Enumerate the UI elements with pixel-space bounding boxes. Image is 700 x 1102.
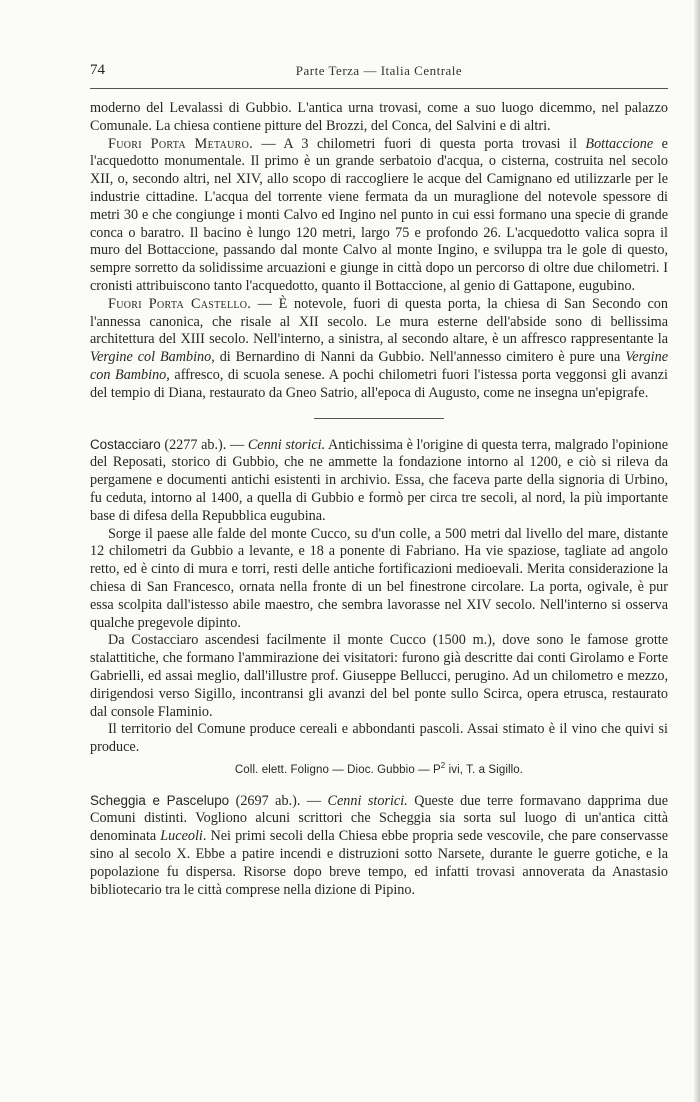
- scheggia-paragraph-1: [90, 792, 668, 900]
- text-run: Coll. elett. Foligno — Dioc. Gubbio — P: [234, 763, 441, 776]
- entry-title-costacciaro: Costacciaro: [90, 436, 161, 452]
- text-run: ivi, T. a Sigillo.: [445, 763, 524, 776]
- text-run: , di Bernardino di Nanni da Gubbio. Nell'annesso cimitero è pure una: [211, 349, 626, 366]
- section-separator: [314, 418, 444, 419]
- section-cenni-storici: Cenni storici.: [247, 436, 326, 453]
- section-cenni-storici: Cenni storici.: [327, 792, 408, 809]
- italic-vergine-con-bambino: Vergine con Bambino: [90, 349, 668, 383]
- text-run: e l'acquedotto monumentale. Il primo è un grande serbatoio d'acqua, o cisterna, costruita nel secolo XII, o, secondo altri, nel XIV, allo scopo di raccogliere le acque del Camignano ed utilizzarle per le industrie cittadine. L'acqua del torrente viene fermata da un muraglione del notevole spessore di metri 30 e che congiunge i monti Calvo ed Ingino nel punto in cui essi formano una specie di grande conca o baratro. Il bacino è lungo 120 metri, largo 75 e profondo 26. L'acquedotto valica sopra il muro del Bottaccione, passando dal monte Calvo al monte Ingino, e sviluppa tra le gole di questo, sempre sorretto da solidissime arcuazioni e giunge in città dopo un percorso di oltre due chilometri. I cronisti attribuiscono tanto l'acquedotto, quanto il Bottaccione, al genio di Gattapone, eugubino.: [90, 135, 668, 294]
- costacciaro-admin-line: [90, 757, 668, 780]
- italic-bottaccione: Bottaccione: [585, 135, 654, 152]
- population: (2277 ab.). —: [160, 436, 248, 453]
- page-body: [90, 100, 668, 899]
- superscript: 2: [440, 760, 446, 770]
- italic-luceoli: Luceoli: [160, 828, 203, 845]
- costacciaro-paragraph-2: Sorge il paese alle falde del monte Cucco, su d'un colle, a 500 metri dal livello del mare, distante 12 chilometri da Gubbio a levante, e 18 a ponente di Fabriano. Ha vie spaziose, tagliate ad angolo retto, ed è cinto di mura e torri, resti delle antiche fortificazioni medioevali. Merita considerazione la chiesa di San Francesco, ornata nella fronte di un bel finestrone circolare. La porta, ogivale, è pur essa scolpita dall'istesso abile maestro, che sembra lavorasse nel XIV secolo. Nell'interno si osserva qualche pregevole dipinto.: [90, 525, 668, 631]
- text-run: — A 3 chilometri fuori di questa porta trovasi il: [252, 135, 586, 152]
- text-run: Antichissima è l'origine di questa terra, malgrado l'opinione del Reposati, storico di Gubbio, che ne ammette la fondazione intorno al 1200, e ciò si rileva da pergamene e documenti antichi esistenti in archivio. Essa, che faceva parte della signoria di Urbino, fu ceduta, intorno al 1400, a quella di Gubbio e formò per circa tre secoli, al nord, la più importante base di difesa della Repubblica eugubina.: [90, 436, 668, 524]
- italic-vergine-col-bambino: Vergine col Bambino: [90, 349, 212, 366]
- gubbio-paragraph-castello: [90, 296, 668, 403]
- heading-porta-metauro: Fuori Porta Metauro.: [108, 135, 253, 152]
- entry-title-scheggia: Scheggia e Pascelupo: [90, 792, 230, 808]
- page-edge-shadow: [694, 0, 700, 1102]
- gubbio-paragraph-metauro: [90, 136, 668, 296]
- text-run: . Nei primi secoli della Chiesa ebbe propria sede vescovile, che pare conservasse sino al secolo X. Ebbe a patire incendi e distruzioni sotto Narsete, durante le guerre gotiche, e la popolazione fu dispersa. Risorse dopo breve tempo, ed infatti trovasi annoverata da Anastasio bibliotecario tra le città comprese nella dizione di Pipino.: [90, 828, 669, 898]
- text-run: Queste due terre formavano dapprima due Comuni distinti. Vogliono alcuni scrittori che Scheggia sia sorta sul luogo di un'antica città denominata: [90, 792, 668, 845]
- page-number: 74: [90, 62, 105, 78]
- spacer: [90, 780, 668, 792]
- costacciaro-paragraph-3: Da Costacciaro ascendesi facilmente il monte Cucco (1500 m.), dove sono le famose grotte stalattitiche, che formano l'ammirazione dei visitatori: furono già descritte dai conti Girolamo e Forte Gabrielli, ed assai meglio, dall'illustre prof. Giuseppe Bellucci, perugino. Ad un chilometro e mezzo, dirigendosi verso Sigillo, incontransi gli avanzi del bel ponte sullo Scirca, opera etrusca, restaurato dal console Flaminio.: [90, 632, 668, 720]
- population: (2697 ab.). —: [229, 792, 328, 809]
- text-run: , affresco, di scuola senese. A pochi chilometri fuori l'istessa porta veggonsi gli avanzi del tempio di Diana, restaurato da Gneo Satrio, all'epoca di Augusto, come ne insegna un'epigrafe.: [90, 366, 668, 401]
- text-run: — È notevole, fuori di questa porta, la chiesa di San Secondo con l'annessa canonica, che risale al XII secolo. Le mura esterne dell'abside sono di bellissima architettura del XIII secolo. Nell'interno, a sinistra, al secondo altare, è un affresco rappresentante la: [90, 295, 668, 348]
- heading-porta-castello: Fuori Porta Castello.: [108, 295, 252, 312]
- costacciaro-paragraph-1: [90, 436, 668, 526]
- header-rule: [90, 88, 668, 89]
- running-title: Parte Terza — Italia Centrale: [295, 63, 463, 78]
- gubbio-paragraph-1: moderno del Levalassi di Gubbio. L'antica urna trovasi, come a suo luogo dicemmo, nel palazzo Comunale. La chiesa contiene pitture del Brozzi, del Conca, del Salvini e di altri.: [90, 100, 668, 134]
- costacciaro-paragraph-4: Il territorio del Comune produce cereali e abbondanti pascoli. Assai stimato è il vino che quivi si produce.: [90, 721, 668, 756]
- running-header: [90, 62, 668, 82]
